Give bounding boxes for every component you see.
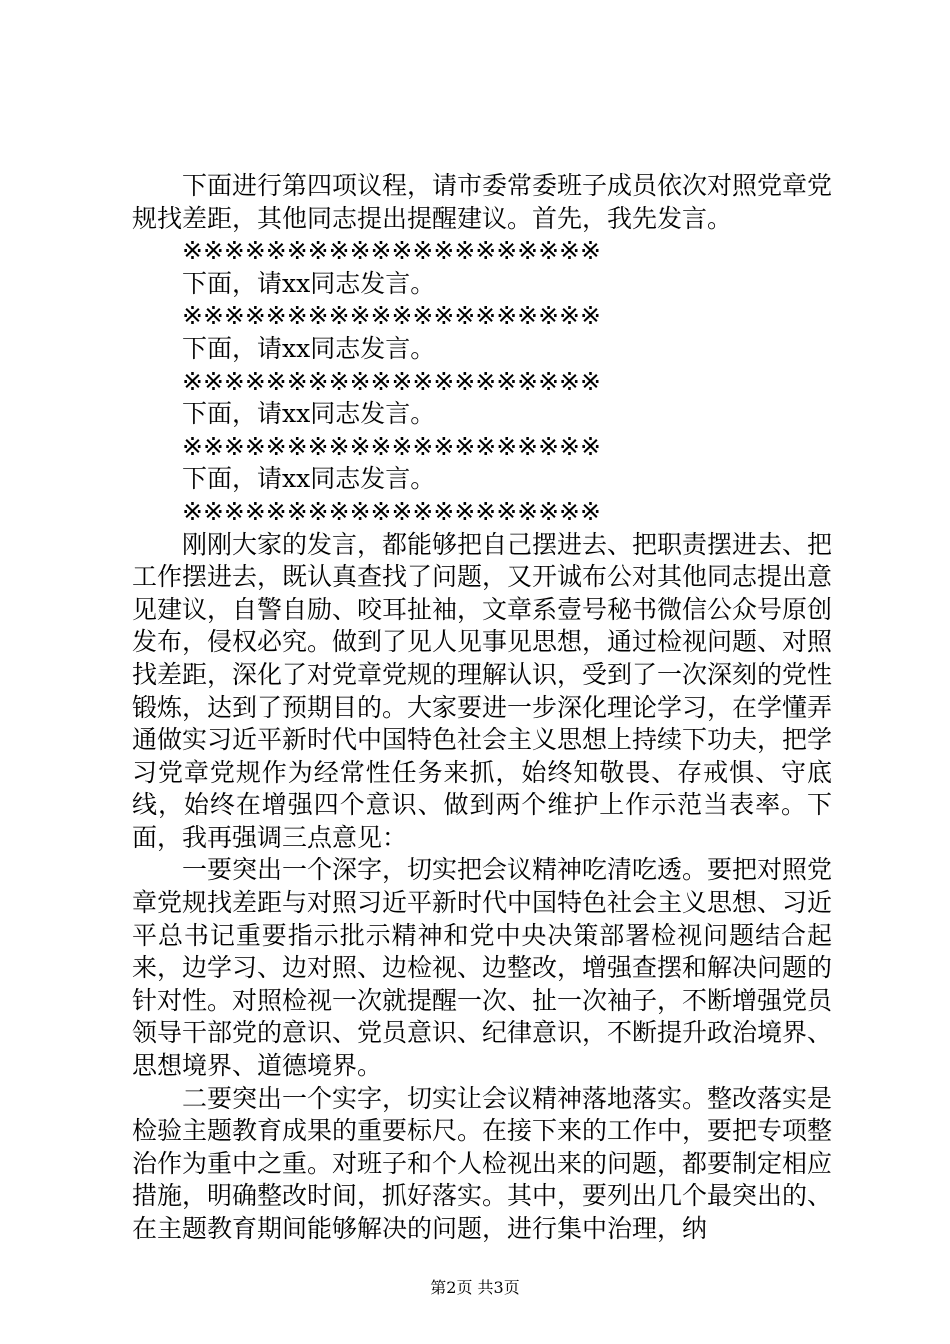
separator-line: ※※※※※※※※※※※※※※※※※※※※ (182, 431, 601, 461)
separator-line: ※※※※※※※※※※※※※※※※※※※※ (182, 236, 601, 266)
separator-line: ※※※※※※※※※※※※※※※※※※※※ (182, 301, 601, 331)
point-two-paragraph: 二要突出一个实字，切实让会议精神落地落实。整改落实是检验主题教育成果的重要标尺。在接下来的工作中，要把专项整治作为重中之重。对班子和个人检视出来的问题，都要制定相应措施，明确整改时间，抓好落实。其中，要列出几个最突出的、在主题教育期间能够解决的问题，进行集中治理，纳 (132, 1083, 833, 1243)
document-body (132, 170, 832, 1246)
point-one-paragraph: 一要突出一个深字，切实把会议精神吃清吃透。要把对照党章党规找差距与对照习近平新时代中国特色社会主义思想、习近平总书记重要指示批示精神和党中央决策部署检视问题结合起来，边学习、边对照、边检视、边整改，增强查摆和解决问题的针对性。对照检视一次就提醒一次、扯一次袖子，不断增强党员领导干部党的意识、党员意识、纪律意识，不断提升政治境界、思想境界、道德境界。 (132, 855, 833, 1081)
next-speaker-line: 下面，请xx同志发言。 (182, 268, 436, 298)
separator-line: ※※※※※※※※※※※※※※※※※※※※ (182, 496, 601, 526)
next-speaker-line: 下面，请xx同志发言。 (182, 333, 436, 363)
page-footer: 第2页 共3页 (430, 1278, 520, 1297)
separator-line: ※※※※※※※※※※※※※※※※※※※※ (182, 366, 601, 396)
next-speaker-line: 下面，请xx同志发言。 (182, 464, 436, 494)
summary-paragraph: 刚刚大家的发言，都能够把自己摆进去、把职责摆进去、把工作摆进去，既认真查找了问题，又开诚布公对其他同志提出意见建议，自警自励、咬耳扯袖，文章系壹号秘书微信公众号原创发布，侵权必究。做到了见人见事见思想，通过检视问题、对照找差距，深化了对党章党规的理解认识，受到了一次深刻的党性锻炼，达到了预期目的。大家要进一步深化理论学习，在学懂弄通做实习近平新时代中国特色社会主义思想上持续下功夫，把学习党章党规作为经常性任务来抓，始终知敬畏、存戒惧、守底线，始终在增强四个意识、做到两个维护上作示范当表率。下面，我再强调三点意见： (132, 529, 833, 852)
opening-paragraph: 下面进行第四项议程，请市委常委班子成员依次对照党章党规找差距，其他同志提出提醒建议。首先，我先发言。 (132, 171, 833, 233)
next-speaker-line: 下面，请xx同志发言。 (182, 399, 436, 429)
